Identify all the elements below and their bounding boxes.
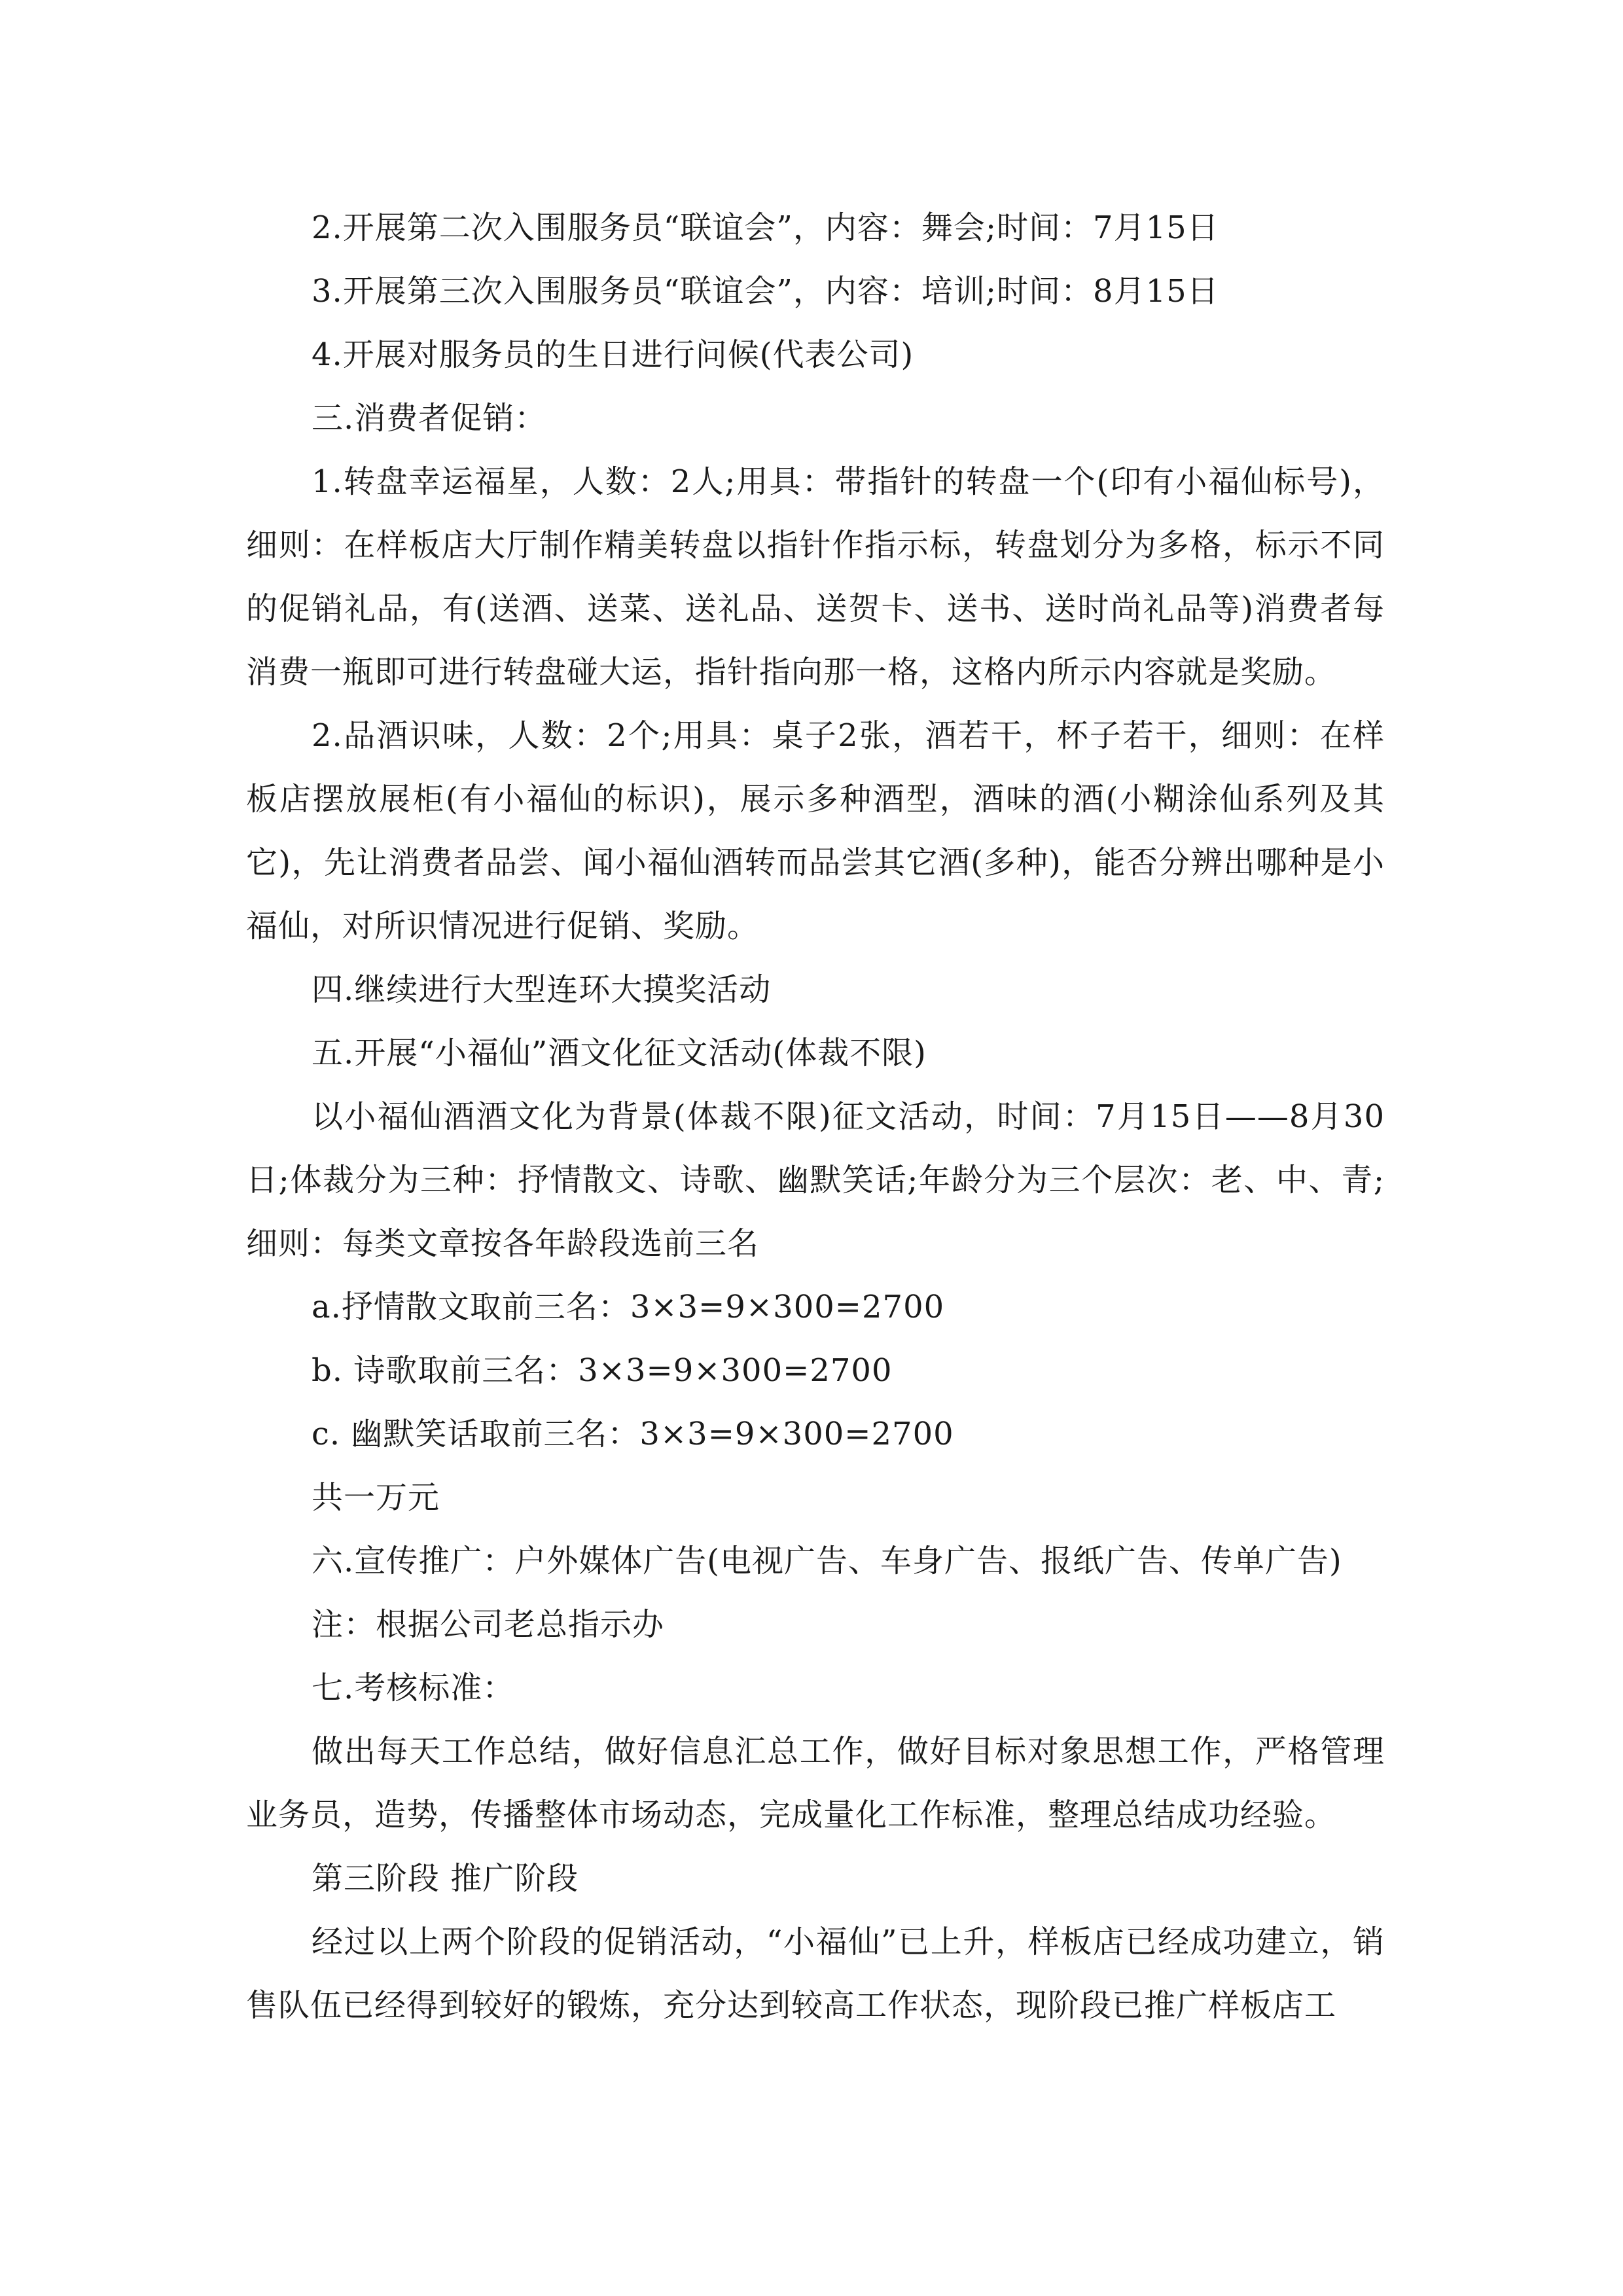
list-item-humor-prize: c. 幽默笑话取前三名：3×3=9×300=2700 <box>312 1416 954 1452</box>
paragraph-birthday-greeting: 4.开展对服务员的生日进行问候(代表公司) <box>312 336 914 373</box>
paragraph-phase-three-details: 经过以上两个阶段的促销活动，“小福仙”已上升，样板店已经成功建立，销售队伍已经得到较好的锻炼，充分达到较高工作状态，现阶段已推广样板店工 <box>246 1924 1385 2024</box>
paragraph-essay-contest-details: 以小福仙酒酒文化为背景(体裁不限)征文活动，时间：7月15日——8月30日;体裁分为三种：抒情散文、诗歌、幽默笑话;年龄分为三个层次：老、中、青;细则：每类文章按各年龄段选前三名 <box>246 1098 1385 1262</box>
section-heading-phase-three: 第三阶段 推广阶段 <box>312 1860 579 1897</box>
list-item-poetry-prize: b. 诗歌取前三名：3×3=9×300=2700 <box>312 1352 893 1389</box>
paragraph-staff-meeting-2: 2.开展第二次入围服务员“联谊会”，内容：舞会;时间：7月15日 <box>312 209 1219 246</box>
paragraph-staff-meeting-3: 3.开展第三次入围服务员“联谊会”，内容：培训;时间：8月15日 <box>312 273 1219 310</box>
paragraph-assessment-details: 做出每天工作总结，做好信息汇总工作，做好目标对象思想工作，严格管理业务员，造势，传播整体市场动态，完成量化工作标准，整理总结成功经验。 <box>246 1733 1385 1833</box>
section-heading-essay-contest: 五.开展“小福仙”酒文化征文活动(体裁不限) <box>312 1035 927 1071</box>
paragraph-total-amount: 共一万元 <box>312 1479 440 1516</box>
paragraph-lucky-wheel: 1.转盘幸运福星，人数：2人;用具：带指针的转盘一个(印有小福仙标号)，细则：在样板店大厅制作精美转盘以指针作指示标，转盘划分为多格，标示不同的促销礼品，有(送酒、送菜、送礼品、送贺卡、送书、送时尚礼品等)消费者每消费一瓶即可进行转盘碰大运，指针指向那一格，这格内所示内容就是奖励。 <box>246 463 1385 691</box>
section-heading-assessment: 七.考核标准： <box>312 1670 515 1706</box>
document-body <box>246 196 1385 2037</box>
section-heading-lottery: 四.继续进行大型连环大摸奖活动 <box>312 971 772 1008</box>
section-heading-consumer-promotion: 三.消费者促销： <box>312 400 547 437</box>
paragraph-wine-tasting: 2.品酒识味，人数：2个;用具：桌子2张，酒若干，杯子若干，细则：在样板店摆放展柜(有小福仙的标识)，展示多种酒型，酒味的酒(小糊涂仙系列及其它)，先让消费者品尝、闻小福仙酒转而品尝其它酒(多种)，能否分辨出哪种是小福仙，对所识情况进行促销、奖励。 <box>246 717 1385 944</box>
section-heading-advertising: 六.宣传推广：户外媒体广告(电视广告、车身广告、报纸广告、传单广告) <box>312 1543 1342 1579</box>
paragraph-note: 注：根据公司老总指示办 <box>312 1606 665 1643</box>
list-item-prose-prize: a.抒情散文取前三名：3×3=9×300=2700 <box>312 1289 945 1325</box>
